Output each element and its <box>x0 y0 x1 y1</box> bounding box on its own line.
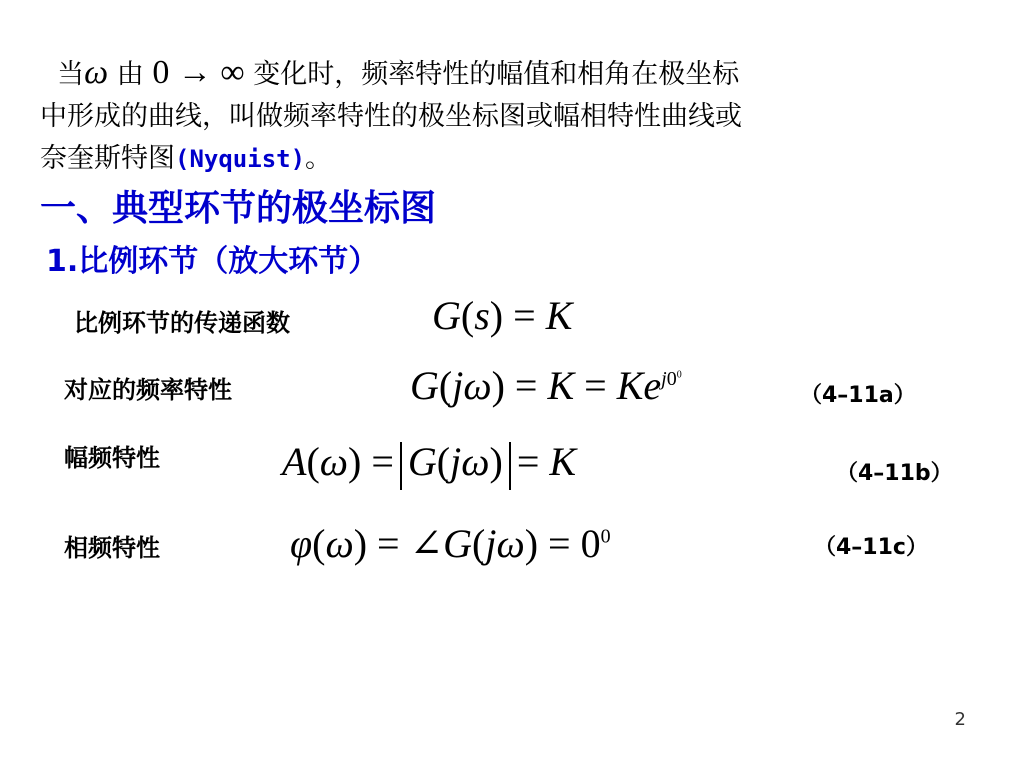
intro-text: 当 <box>57 59 85 90</box>
section-title: 一、典型环节的极坐标图 <box>40 188 437 229</box>
abs-bar-left <box>400 442 402 490</box>
nyquist-term: (Nyquist) <box>175 145 306 173</box>
intro-line-2: 中形成的曲线，叫做频率特性的极坐标图或幅相特性曲线或 <box>40 101 742 132</box>
equation-frequency-response: $G(j\omega) = K = Ke^{j0^0}$ <box>410 363 682 408</box>
equation-number-4-11a: （4–11a） <box>800 383 916 408</box>
equation-magnitude: A(ω) = G(jω) = K <box>282 438 576 490</box>
row-label-magnitude: 幅频特性 <box>64 444 160 472</box>
equation-number-4-11c: （4–11c） <box>814 535 928 560</box>
subsection-title: 1.比例环节（放大环节） <box>46 244 379 279</box>
abs-bar-right <box>509 442 511 490</box>
intro-line-3 <box>40 138 990 180</box>
intro-line-1 <box>40 52 990 96</box>
intro-text: 。 <box>305 143 333 174</box>
equation-transfer-function: G(s) = K <box>432 293 573 338</box>
intro-text: 由 <box>116 59 144 90</box>
intro-paragraph <box>40 52 990 180</box>
intro-text: 变化时，频率特性的幅值和相角在极坐标 <box>253 59 740 90</box>
row-label-frequency: 对应的频率特性 <box>64 376 232 404</box>
row-label-phase: 相频特性 <box>64 534 160 562</box>
intro-text: 奈奎斯特图 <box>40 143 175 174</box>
omega-symbol: ω <box>84 54 109 91</box>
range-symbol: 0 → ∞ <box>152 54 245 91</box>
equation-phase: φ(ω) = ∠G(jω) = $0^0$ <box>290 521 611 566</box>
page-number: 2 <box>954 709 966 730</box>
equation-number-4-11b: （4–11b） <box>836 461 953 486</box>
row-label-transfer: 比例环节的传递函数 <box>74 309 290 337</box>
